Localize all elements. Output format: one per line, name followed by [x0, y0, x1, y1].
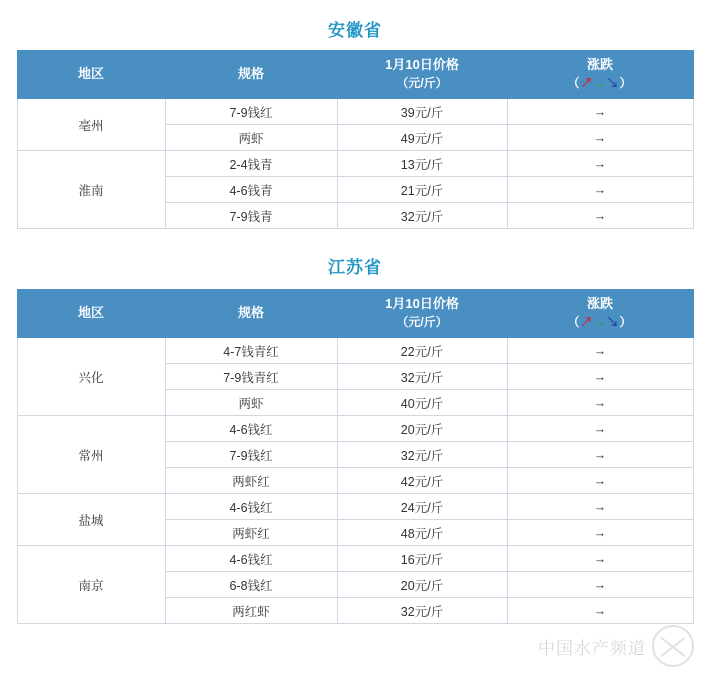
table-row [17, 416, 693, 442]
cell-spec: 6-8钱红 [165, 572, 337, 598]
column-header-price-label: 1月10日价格 [385, 57, 459, 73]
cell-spec: 7-9钱红 [165, 99, 337, 125]
cell-trend: → [507, 546, 693, 572]
cell-price: 20元/斤 [337, 572, 507, 598]
cell-price: 24元/斤 [337, 494, 507, 520]
cell-spec: 2-4钱青 [165, 151, 337, 177]
column-header-trend-label: 涨跌 [586, 296, 613, 312]
column-header-price-label: 1月10日价格 [385, 296, 459, 312]
column-header-price [337, 290, 507, 338]
cell-spec: 4-6钱红 [165, 416, 337, 442]
cell-trend: → [507, 177, 693, 203]
column-header-price-unit: （元/斤） [396, 76, 448, 91]
column-header-spec: 规格 [165, 51, 337, 99]
arrow-down-icon: ↘ [606, 315, 620, 330]
cell-trend: → [507, 338, 693, 364]
table-row [17, 151, 693, 177]
column-header-trend [507, 51, 693, 99]
legend-open-paren: （ [567, 315, 581, 330]
cell-price: 21元/斤 [337, 177, 507, 203]
cell-price: 20元/斤 [337, 416, 507, 442]
watermark [538, 625, 694, 667]
cell-spec: 7-9钱红 [165, 442, 337, 468]
cell-spec: 4-6钱红 [165, 494, 337, 520]
cell-trend: → [507, 520, 693, 546]
watermark-text: 中国水产频道 [538, 638, 646, 658]
legend-close-paren: ） [619, 76, 633, 91]
cell-price: 32元/斤 [337, 598, 507, 624]
cell-price: 32元/斤 [337, 442, 507, 468]
cell-region: 兴化 [17, 338, 165, 416]
cell-price: 13元/斤 [337, 151, 507, 177]
cell-trend: → [507, 598, 693, 624]
cell-trend: → [507, 442, 693, 468]
watermark-logo-icon [652, 625, 694, 667]
cell-spec: 两红虾 [165, 598, 337, 624]
column-header-trend-label: 涨跌 [586, 57, 613, 73]
cell-trend: → [507, 125, 693, 151]
arrow-flat-icon: → [593, 76, 607, 91]
cell-price: 48元/斤 [337, 520, 507, 546]
cell-trend: → [507, 390, 693, 416]
cell-spec: 两虾红 [165, 520, 337, 546]
trend-legend [510, 314, 691, 331]
cell-spec: 两虾 [165, 125, 337, 151]
cell-region: 盐城 [17, 494, 165, 546]
table-row [17, 99, 693, 125]
cell-spec: 4-7钱青红 [165, 338, 337, 364]
column-header-price-unit: （元/斤） [396, 315, 448, 330]
price-table-anhui [17, 50, 694, 229]
cell-price: 32元/斤 [337, 203, 507, 229]
table-row [17, 494, 693, 520]
table-row [17, 546, 693, 572]
arrow-up-icon: ↗ [580, 76, 594, 91]
cell-price: 42元/斤 [337, 468, 507, 494]
cell-spec: 4-6钱青 [165, 177, 337, 203]
section-title-anhui: 安徽省 [328, 21, 382, 40]
cell-spec: 4-6钱红 [165, 546, 337, 572]
price-table-jiangsu [17, 289, 694, 624]
cell-region: 常州 [17, 416, 165, 494]
table-header-row [17, 51, 693, 99]
arrow-down-icon: ↘ [606, 76, 620, 91]
table-header-row [17, 290, 693, 338]
arrow-flat-icon: → [593, 315, 607, 330]
section-title-jiangsu: 江苏省 [328, 258, 382, 277]
cell-trend: → [507, 151, 693, 177]
cell-spec: 7-9钱青红 [165, 364, 337, 390]
legend-close-paren: ） [619, 315, 633, 330]
arrow-up-icon: ↗ [580, 315, 594, 330]
cell-trend: → [507, 99, 693, 125]
cell-region: 亳州 [17, 99, 165, 151]
cell-spec: 两虾红 [165, 468, 337, 494]
column-header-spec: 规格 [165, 290, 337, 338]
column-header-trend [507, 290, 693, 338]
cell-trend: → [507, 364, 693, 390]
cell-price: 32元/斤 [337, 364, 507, 390]
cell-spec: 两虾 [165, 390, 337, 416]
trend-legend [510, 75, 691, 92]
cell-spec: 7-9钱青 [165, 203, 337, 229]
cell-trend: → [507, 203, 693, 229]
cell-trend: → [507, 494, 693, 520]
cell-region: 南京 [17, 546, 165, 624]
cell-price: 39元/斤 [337, 99, 507, 125]
cell-region: 淮南 [17, 151, 165, 229]
cell-price: 22元/斤 [337, 338, 507, 364]
column-header-region: 地区 [17, 290, 165, 338]
cell-price: 40元/斤 [337, 390, 507, 416]
column-header-price [337, 51, 507, 99]
cell-trend: → [507, 468, 693, 494]
legend-open-paren: （ [567, 76, 581, 91]
cell-price: 16元/斤 [337, 546, 507, 572]
table-row [17, 338, 693, 364]
cell-trend: → [507, 572, 693, 598]
column-header-region: 地区 [17, 51, 165, 99]
cell-trend: → [507, 416, 693, 442]
cell-price: 49元/斤 [337, 125, 507, 151]
